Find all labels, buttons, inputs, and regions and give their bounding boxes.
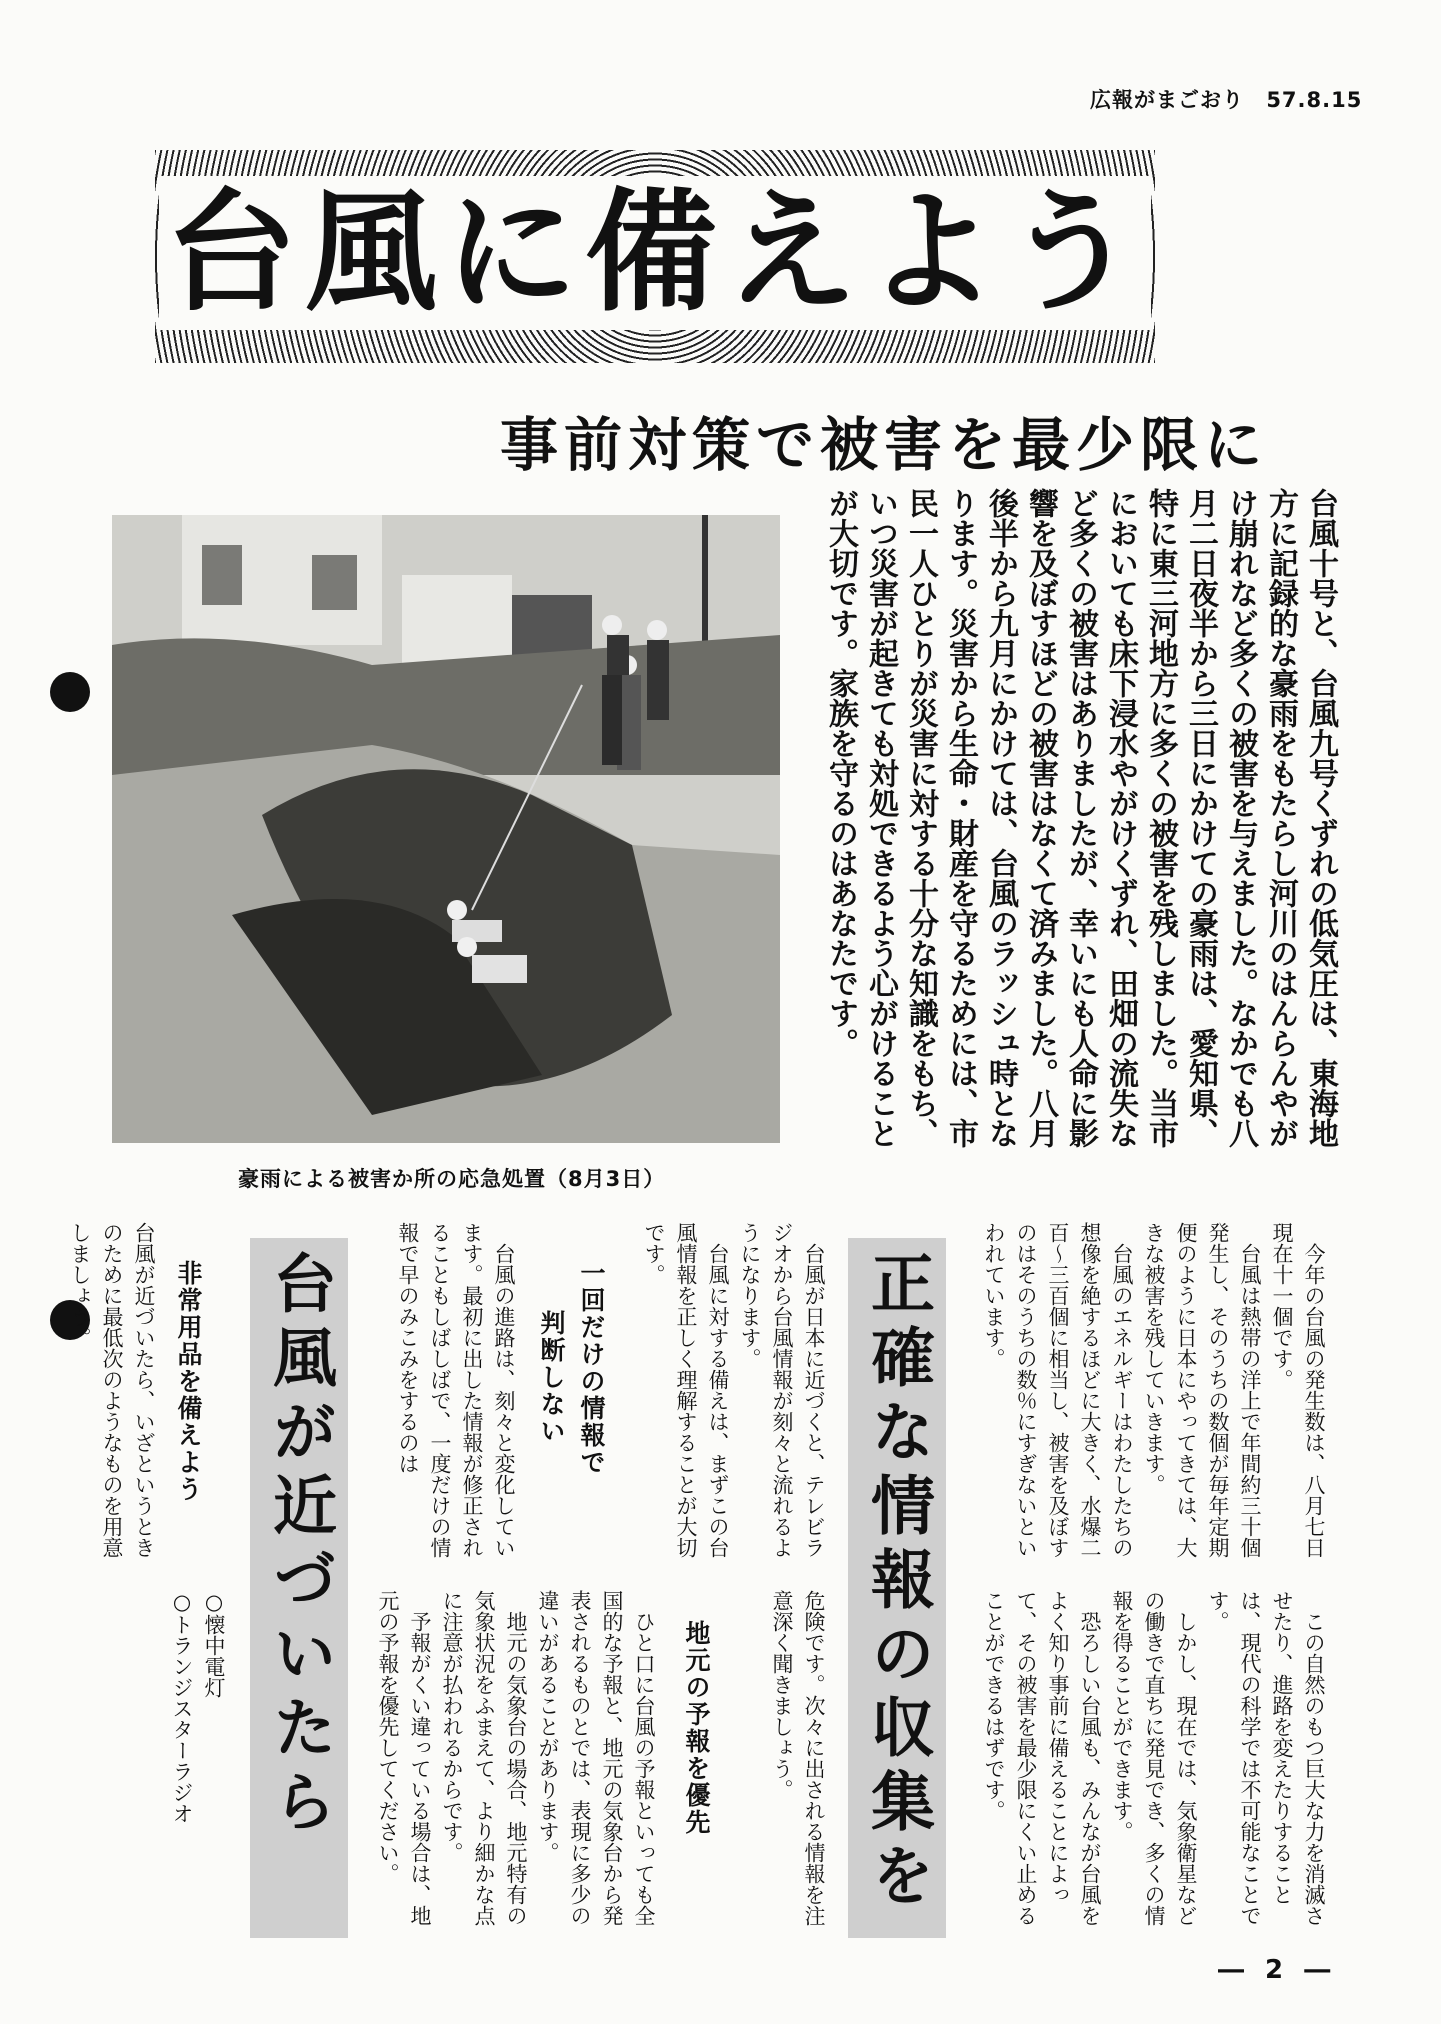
main-title: 台風に備えよう [155,168,1155,338]
intro-paragraph: 台風十号と、台風九号くずれの低気圧は、東海地方に記録的な豪雨をもたらし河川のはんらんやがけ崩れなど多くの被害を与えました。なかでも八月二日夜半から三日にかけての豪雨は、愛知県、特に東三河地方に多くの被害を残しました。当市においても床下浸水やがけくずれ、田畑の流失など多くの被害はありましたが、幸いにも人命に影響を及ぼすほどの被害はなくて済みました。八月後半から九月にかけては、台風のラッシュ時となります。災害から生命・財産を守るためには、市民一人ひとりが災害に対する十分な知識をもち、いつ災害が起きても対処できるよう心がけることが大切です。家族を守るのはあなたです。 [823,488,1338,1148]
section2-headline-box [848,1238,946,1938]
title-banner [155,150,1155,363]
subhead-single-info-1: 一回だけの情報で [577,1260,606,1476]
typhoon-origin-paragraph: 台風は熱帯の洋上で年間約三十個発生し、そのうちの数個が毎年定期便のように日本にやってきては、大きな被害を残していきます。 [1142,1222,1262,1558]
section2-headline: 正確な情報の収集を [860,1250,934,1916]
section1-lower [982,1590,1330,1932]
nature-power-paragraph: この自然のもつ巨大な力を消滅させたり、進路を変えたりすることは、現代の科学では不可能なことです。 [1206,1590,1326,1926]
section3-headline: 台風が近づいたら [262,1250,336,1842]
subtitle: 事前対策で被害を最少限に [500,411,1269,479]
binding-hole-top [50,672,90,712]
understand-paragraph: 台風に対する備えは、まずこの台風情報を正しく理解することが大切です。 [642,1222,730,1558]
local-weather-paragraph: 地元の気象台の場合、地元特有の気象状況をふまえて、より細かな点に注意が払われるからです。 [440,1590,528,1926]
page-number: ― 2 ― [1218,1955,1337,1985]
prepare-paragraph: 恐ろしい台風も、みんなが台風をよく知り事前に備えることによって、その被害を最少限にくい止めることができるはずです。 [982,1590,1102,1926]
subhead-emergency-supplies: 非常用品を備えよう [174,1260,203,1503]
typhoon-count-paragraph: 今年の台風の発生数は、八月七日現在十一個です。 [1270,1222,1326,1558]
forecast-diff-paragraph: ひと口に台風の予報といっても全国的な予報と、地元の気象台から発表されるものとでは、表現に多少の違いがあることがあります。 [536,1590,656,1926]
section3-headline-box [250,1238,348,1938]
section3-upper [68,1222,160,1564]
track-change-paragraph: 台風の進路は、刻々と変化しています。最初に出した情報が修正されることもしばしばで、一度だけの情報で早のみこみをするのは [396,1222,516,1558]
publication-name: 広報がまごおり [1090,88,1244,112]
satellite-paragraph: しかし、現在では、気象衛星などの働きで直ちに発見でき、多くの情報を得ることができます。 [1110,1590,1198,1926]
section3-list [100,1590,230,1932]
page-header [1090,84,1362,114]
section2-danger [718,1590,830,1932]
item-flashlight: ○懐中電灯 [202,1590,226,1698]
typhoon-energy-paragraph: 台風のエネルギーはわたしたちの想像を絶するほどに大きく、水爆二百～三百個に相当し、被害を及ぼすのはそのうちの数％にすぎないといわれています。 [982,1222,1134,1558]
subhead-single-info-2: 判断しない [537,1310,566,1445]
local-priority-paragraph: 予報がくい違っている場合は、地元の予報を優先してください。 [376,1590,432,1926]
flood-damage-photo [112,515,780,1143]
section2-upper [628,1222,830,1564]
section1-upper [982,1222,1330,1564]
section2-single-info [360,1222,520,1564]
photo-caption: 豪雨による被害か所の応急処置（8月3日） [238,1167,666,1191]
tv-radio-paragraph: 台風が日本に近づくと、テレビラジオから台風情報が刻々と流れるようになります。 [738,1222,826,1558]
section2-local [360,1590,660,1932]
issue-date: 57.8.15 [1266,88,1363,112]
photo-illustration [112,515,780,1143]
danger-paragraph: 危険です。次々に出される情報を注意深く聞きましょう。 [770,1590,826,1926]
supplies-intro-paragraph: 台風が近づいたら、いざというときのために最低次のようなものを用意しましょう。 [68,1222,156,1558]
subhead-local-forecast: 地元の予報を優先 [682,1620,711,1836]
item-radio: ○トランジスターラジオ [170,1590,194,1824]
